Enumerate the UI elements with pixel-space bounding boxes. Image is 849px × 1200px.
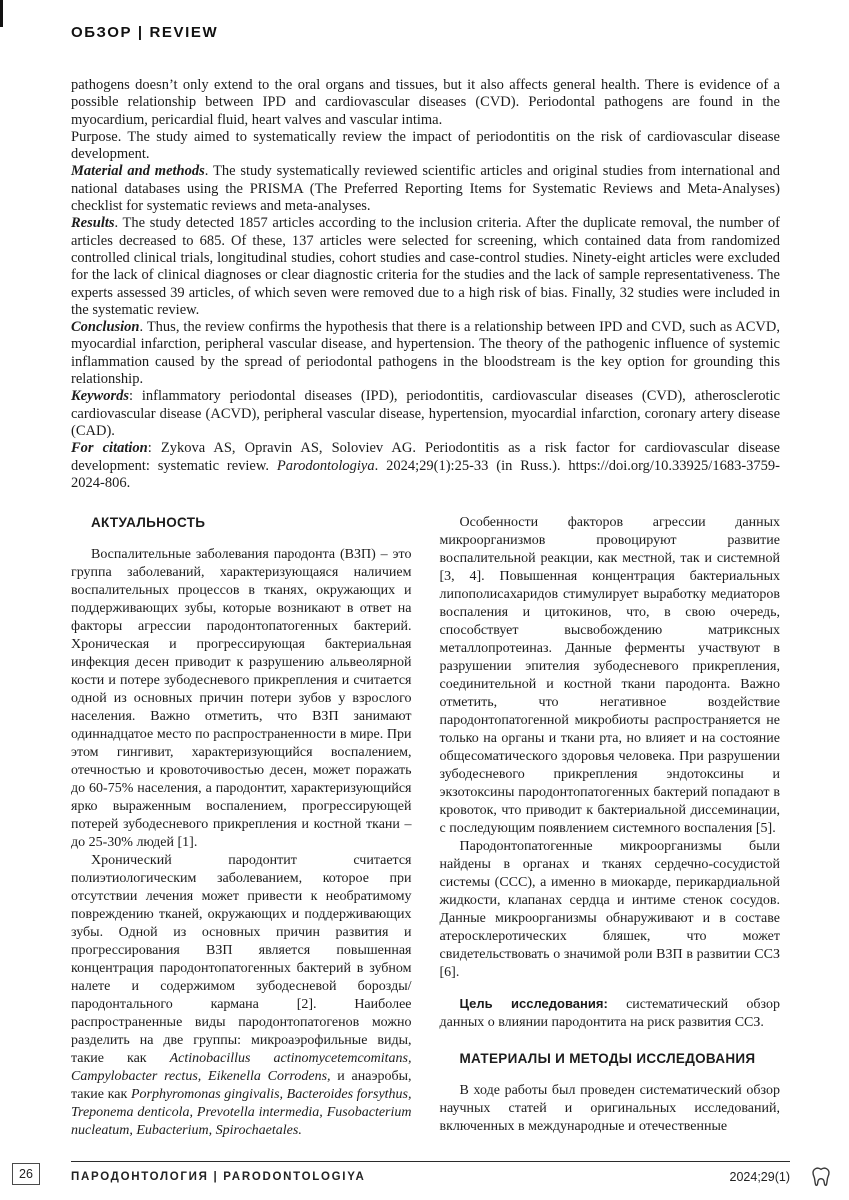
body-paragraph — [71, 852, 412, 1140]
abstract-section — [71, 77, 780, 492]
abstract-paragraph-results — [71, 215, 780, 319]
abstract-paragraph-keywords — [71, 388, 780, 440]
footer — [71, 1161, 790, 1184]
two-column-body — [71, 514, 780, 1140]
text-run: Воспалительные заболевания пародонта (ВЗП) – это группа заболеваний, характеризующаяся наличием воспалительных процессов в тканях, окружающих и поддерживающих зубы, которые возникают в ответ на факторы агрессии пародонтопатогенных бактерий. Хроническая и прогрессирующая бактериальная инфекция десен приводит к разрушению альвеолярной кости и потере зубодесневого прикрепления и считается одной из основных причин потери зубов у взрослого населения. Важно отметить, что ВЗП занимают одиннадцатое место по распространенности в мире. При этом гингивит, характеризующийся воспалением, отечностью и кровоточивостью десен, может поражать до 60-75% населения, а пародонтит, характеризующийся ярко выраженным воспалением, прогрессирующей потерей зубодесневого прикрепления и костной ткани – до 25-30% людей [1]. — [71, 547, 412, 851]
text-run: Пародонтопатогенные микроорганизмы были найдены в органах и тканях сердечно-сосудистой системы (ССС), а именно в миокарде, перикардиальной жидкости, клапанах сердца и интиме стенок сосудов. Данные микроорганизмы обнаруживают и в составе атеросклеротических бляшек, что может свидетельствовать о значимой роли ВЗП в развитии ССЗ [6]. — [439, 839, 780, 981]
text-run: For citation — [71, 440, 148, 457]
section-header: ОБЗОР | REVIEW — [71, 24, 219, 41]
text-run: Хронический пародонтит считается полиэтиологическим заболеванием, которое при отсутствии лечения может привести к необратимому повреждению тканей, окружающих и поддерживающих зубы. Одной из основных причин развития и прогрессирования ВЗП является повышенная концентрация пародонтопатогенных бактерий в зубном налете и содержимом зубодесневой борозды/пародонтального кармана [2]. Наиболее распространенные виды пародонтопатогенов можно разделить на две группы: микроаэрофильные виды, такие как — [71, 853, 412, 1067]
issue-info: 2024;29(1) — [729, 1170, 790, 1184]
tooth-logo-icon — [809, 1165, 833, 1191]
abstract-paragraph-citation — [71, 440, 780, 492]
text-run: Material and methods — [71, 163, 205, 180]
page-number: 26 — [12, 1163, 40, 1185]
study-goal-paragraph — [440, 995, 781, 1032]
text-run: и анаэробы, такие как — [71, 1069, 412, 1103]
body-paragraph — [440, 1082, 781, 1136]
crop-mark — [0, 0, 3, 27]
text-run: Purpose. The study aimed to systematically review the impact of periodontitis on the risk of cardiovascular disease development. — [71, 128, 780, 163]
body-paragraph — [71, 546, 412, 852]
text-run: В ходе работы был проведен систематический обзор научных статей и оригинальных исследований, включенных в международные и отечественные — [439, 1083, 780, 1135]
journal-name: ПАРОДОНТОЛОГИЯ | PARODONTOLOGIYA — [71, 1171, 366, 1183]
body-paragraph — [440, 514, 781, 838]
text-run: : inflammatory periodontal diseases (IPD), periodontitis, cardiovascular diseases (CVD), atherosclerotic cardiovascular disease (ACVD), peripheral vascular disease, hypertension, myocardial infarction, coronary artery disease (CAD). — [71, 388, 780, 439]
text-run: Porphyromonas gingivalis, Bacteroides forsythus, Treponema denticola, Prevotella intermedia, Fusobacterium nucleatum, Eubacterium, Spirochaetales. — [71, 1087, 412, 1139]
text-run: . The study detected 1857 articles according to the inclusion criteria. After the duplicate removal, the number of articles decreased to 685. Of these, 137 articles were selected for screening, which contained data from randomized controlled clinical trials, longitudinal studies, cohort studies and case-control studies. Ninety-eight articles were excluded for the lack of clinical diagnoses or clear diagnostic criteria for the studies and the lack of sample representativeness. The experts assessed 39 articles, of which seven were removed due to a high risk of bias. Finally, 32 studies were included in the systematic review. — [71, 215, 780, 318]
section-heading-materials-methods: МАТЕРИАЛЫ И МЕТОДЫ ИССЛЕДОВАНИЯ — [459, 1051, 756, 1067]
abstract-paragraph-conclusion — [71, 319, 780, 388]
text-run: Results — [71, 215, 115, 232]
text-run: Особенности факторов агрессии данных микроорганизмов провоцируют развитие воспалительной реакции, как местной, так и системной [3, 4]. Повышенная концентрация бактериальных липополисахаридов стимулирует выработку медиаторов воспаления и цитокинов, что, в свою очередь, способствует высвобождению матриксных металлопротеиназ. Данные ферменты участвуют в разрушении эпителия зубодесневого прикрепления, соединительной и костной ткани пародонта. Важно отметить, что негативное воздействие пародонтопатогенной микробиоты распространяется не только на органы и ткани рта, но влияет и на состояние общесоматического здоровья человека. При разрушении зубодесневого прикрепления эндотоксины и экзотоксины пародонтопатогенных бактерий попадают в кровоток, что приводит к бактериальной диссеминации, с последующим появлением системного воспаления [5]. — [439, 515, 780, 837]
text-run: Parodontologiya — [276, 457, 375, 474]
text-run: : Zykova AS, Opravin AS, Soloviev AG. Periodontitis as a risk factor for cardiovascular disease development: systematic review. — [71, 440, 780, 474]
text-run: систематический обзор данных о влиянии пародонтита на риск развития ССЗ. — [439, 997, 780, 1031]
text-run: . The study systematically reviewed scientific articles and original studies from international and national databases using the PRISMA (The Preferred Reporting Items for Systematic Reviews and Meta-Analyses) checklist for systematic reviews and meta-analyses. — [71, 163, 780, 215]
text-run: Actinobacillus actinomycetemcomitans, Campylobacter rectus, Eikenella Corrodens, — [71, 1051, 412, 1085]
abstract-paragraph-purpose — [71, 129, 780, 164]
text-run: . Thus, the review confirms the hypothesis that there is a relationship between IPD and CVD, such as ACVD, myocardial infarction, peripheral vascular disease, and hypertension. The theory of the pathogenic influence of systemic inflammation caused by the spread of periodontal pathogens in the bloodstream is the key option for grounding this relationship. — [71, 319, 780, 388]
text-run: Keywords — [71, 388, 129, 405]
body-paragraph — [440, 838, 781, 982]
text-run: Цель исследования: — [459, 996, 608, 1012]
abstract-paragraph-materials — [71, 163, 780, 215]
section-heading-relevance: АКТУАЛЬНОСТЬ — [91, 515, 206, 531]
text-run: . 2024;29(1):25-33 (in Russ.). https://doi.org/10.33925/1683-3759-2024-806. — [71, 457, 780, 491]
right-column — [440, 514, 781, 1140]
abstract-paragraph — [71, 77, 780, 129]
left-column — [71, 514, 412, 1140]
text-run: pathogens doesn’t only extend to the oral organs and tissues, but it also affects general health. There is evidence of a possible relationship between IPD and cardiovascular diseases (CVD). Periodontal pathogens are found in the myocardium, pericardial fluid, heart valves and vascular intima. — [71, 77, 780, 128]
text-run: Conclusion — [71, 319, 140, 336]
